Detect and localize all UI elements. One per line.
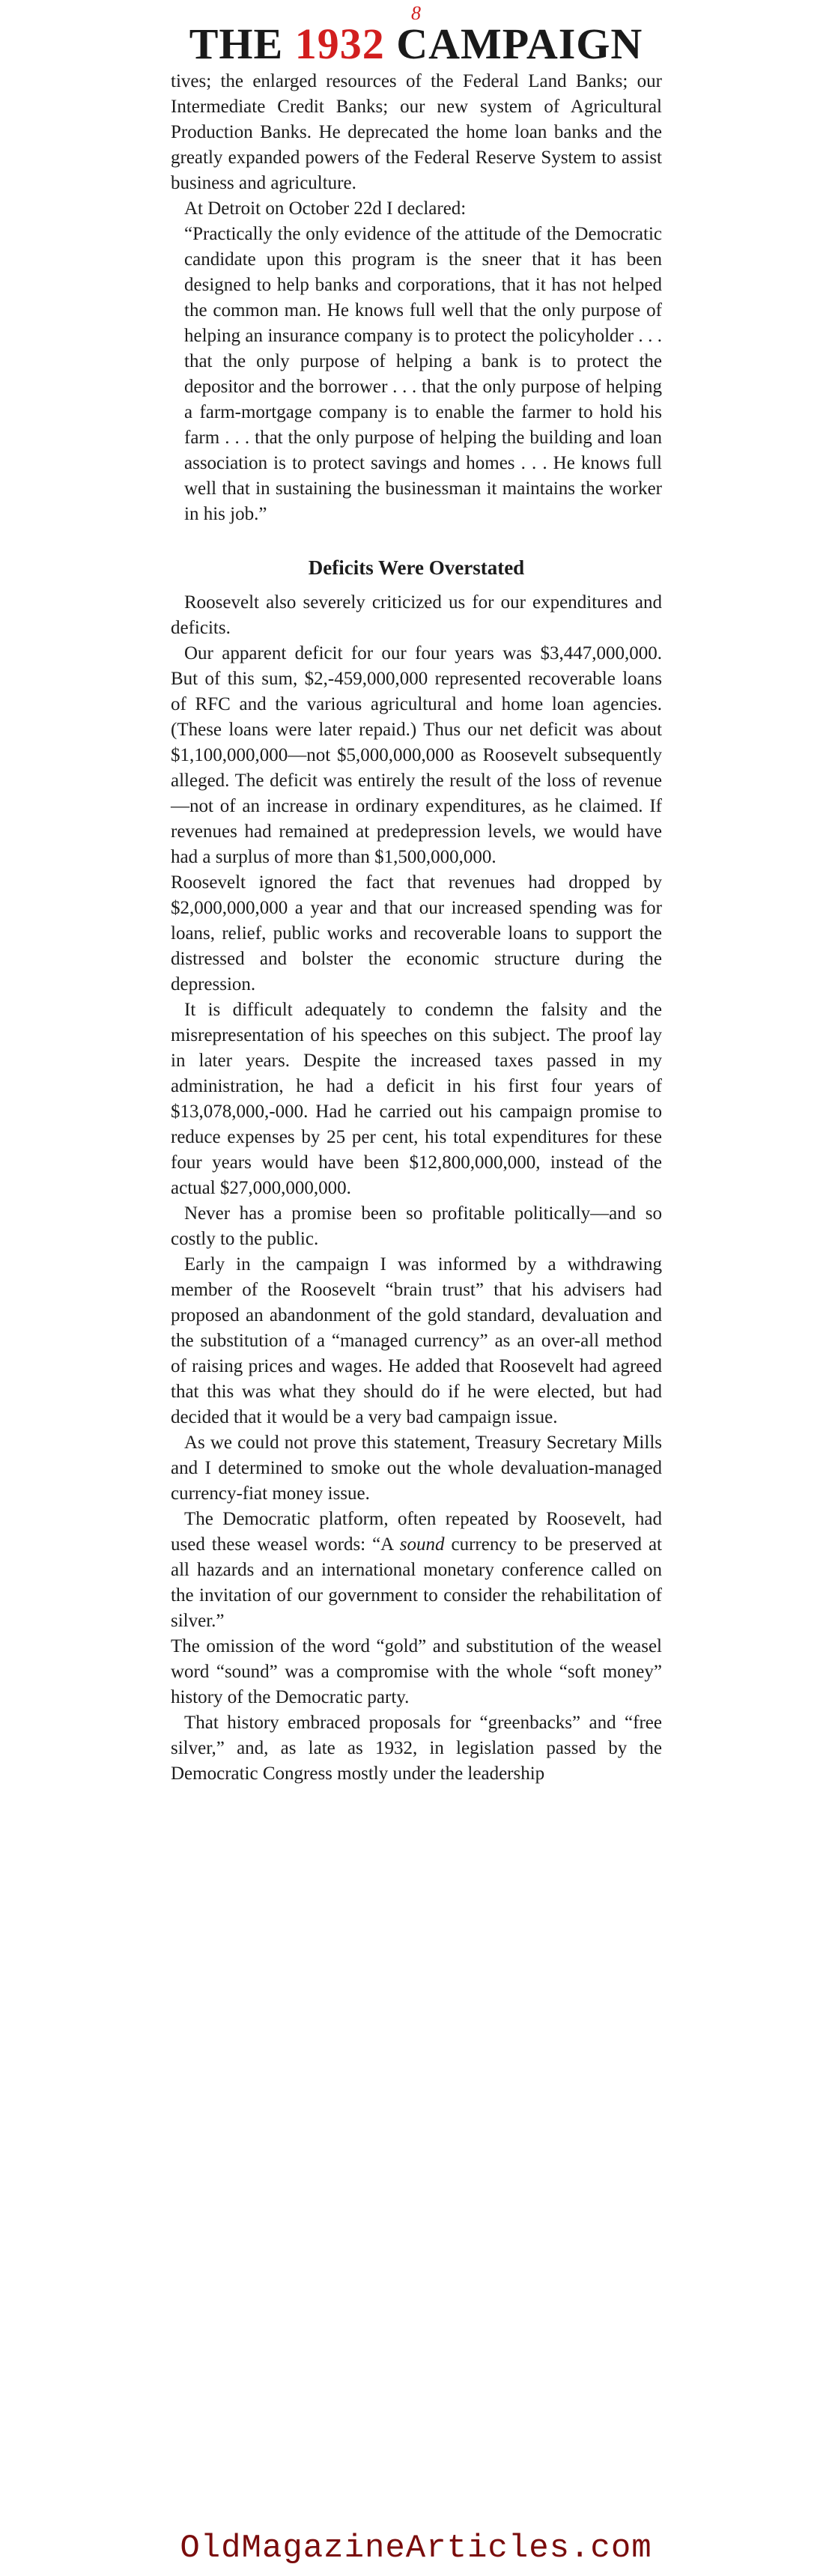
article-paragraph: Early in the campaign I was informed by a withdrawing member of the Roosevelt “brain trust” that his advisers had proposed an abandonment of the gold standard, devaluation and the substitution of a “managed currency” as an over-all method of raising prices and wages. He added that Roosevelt had agreed that this was what they should do if he were elected, but had decided that it would be a very bad campaign issue.	[171, 1254, 662, 1427]
paragraph-text: The Democratic platform, often repeated by Roosevelt, had used these weasel words: “A	[171, 1509, 662, 1555]
page-header	[0, 19, 832, 69]
article-paragraph: The omission of the word “gold” and substitution of the weasel word “sound” was a compromise with the whole “soft money” history of the Democratic party.	[171, 1636, 662, 1707]
page-number: 8	[411, 2, 421, 24]
section-subhead: Deficits Were Overstated	[308, 556, 525, 579]
article-paragraph: At Detroit on October 22d I declared:	[184, 198, 467, 219]
paragraph-text: currency to be preserved at all hazards and an international monetary conference called on the invitation of our government to consider the rehabilitation of silver.”	[171, 1534, 662, 1631]
article-paragraph: It is difficult adequately to condemn the falsity and the misrepresentation of his speeches on this subject. The proof lay in later years. Despite the increased taxes passed in my administration, he had a deficit in his first four years of $13,078,000,-000. Had he carried out his campaign promise to reduce expenses by 25 per cent, his total expenditures for these four years would have been $12,800,000,000, instead of the actual $27,000,000,000.	[171, 1000, 662, 1198]
article-column	[171, 69, 662, 1787]
article-paragraph: Our apparent deficit for our four years was $3,447,000,000. But of this sum, $2,-459,000,000 represented recoverable loans of RFC and the various agricultural and home loan agencies. (These loans were later repaid.) Thus our net deficit was about $1,100,000,000—not $5,000,000,000 as Roosevelt subsequently alleged. The deficit was entirely the result of the loss of revenue—not of an increase in ordinary expenditures, as he claimed. If revenues had remained at predepression levels, we would have had a surplus of more than $1,500,000,000.	[171, 643, 662, 867]
detroit-quote: “Practically the only evidence of the attitude of the Democratic candidate upon this program is the sneer that it has been designed to help banks and corporations, that it has not helped the common man. He knows full well that the only purpose of helping an insurance company is to protect the policyholder . . . that the only purpose of helping a bank is to protect the depositor and the borrower . . . that the only purpose of helping a farm-mortgage company is to enable the farmer to hold his farm . . . that the only purpose of helping the building and loan association is to protect savings and homes . . . He knows full well that in sustaining the businessman it maintains the worker in his job.”	[184, 224, 662, 524]
article-paragraph: Roosevelt also severely criticized us for our expenditures and deficits.	[171, 592, 662, 638]
article-paragraph: tives; the enlarged resources of the Federal Land Banks; our Intermediate Credit Banks; our new system of Agricultural Production Banks. He deprecated the home loan banks and the greatly expanded powers of the Federal Reserve System to assist business and agriculture.	[171, 71, 662, 193]
article-paragraph	[171, 1507, 662, 1634]
article-paragraph: Never has a promise been so profitable politically—and so costly to the public.	[171, 1203, 662, 1249]
source-watermark[interactable]: OldMagazineArticles.com	[180, 2530, 652, 2567]
header-suffix: CAMPAIGN	[384, 19, 643, 68]
header-prefix: THE	[189, 19, 295, 68]
header-year: 1932	[294, 19, 385, 68]
article-paragraph: That history embraced proposals for “greenbacks” and “free silver,” and, as late as 1932, in legislation passed by the Democratic Congress mostly under the leadership	[171, 1713, 662, 1784]
article-paragraph: As we could not prove this statement, Treasury Secretary Mills and I determined to smoke out the whole devaluation-managed currency-fiat money issue.	[171, 1433, 662, 1504]
article-paragraph: Roosevelt ignored the fact that revenues had dropped by $2,000,000,000 a year and that our increased spending was for loans, relief, public works and recoverable loans to support the distressed and bolster the economic structure during the depression.	[171, 872, 662, 994]
emphasized-word: sound	[399, 1534, 445, 1555]
